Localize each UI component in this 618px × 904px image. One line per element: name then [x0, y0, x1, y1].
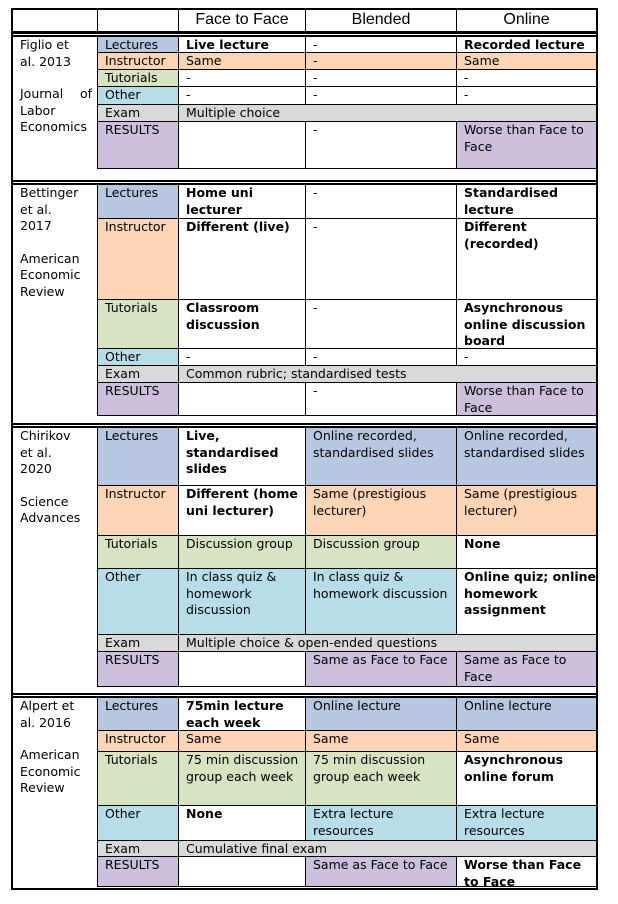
- face-to-face-cell: None: [179, 806, 306, 841]
- blended-cell: Same (prestigious lecturer): [306, 486, 457, 536]
- header-blended: Blended: [306, 10, 457, 32]
- study-authors: Alpert et al. 2016: [20, 698, 75, 730]
- blended-cell: In class quiz & homework discussion: [306, 569, 457, 635]
- online-cell: -: [457, 349, 596, 366]
- exam-cell: Common rubric; standardised tests: [179, 366, 596, 383]
- blended-cell: -: [306, 300, 457, 349]
- online-cell: Recorded lecture: [457, 37, 596, 53]
- online-cell: Same (prestigious lecturer): [457, 486, 596, 536]
- online-cell: Worse than Face to Face: [457, 122, 596, 169]
- online-cell: -: [457, 87, 596, 105]
- online-cell: Worse than Face to Face: [457, 383, 596, 416]
- online-cell: Online lecture: [457, 698, 596, 731]
- comparison-table: [11, 8, 598, 890]
- face-to-face-cell: Live lecture: [179, 37, 306, 53]
- row-label-lectures: Lectures: [98, 185, 179, 219]
- blended-cell: Same as Face to Face: [306, 652, 457, 687]
- online-cell: Asynchronous online forum: [457, 752, 596, 806]
- blended-cell: -: [306, 219, 457, 300]
- face-to-face-cell: Different (live): [179, 219, 306, 300]
- face-to-face-cell: 75 min discussion group each week: [179, 752, 306, 806]
- blended-cell: -: [306, 70, 457, 87]
- study-journal: Journal of Labor Economics: [20, 86, 92, 134]
- face-to-face-cell: Different (home uni lecturer): [179, 486, 306, 536]
- row-label-results: RESULTS: [98, 122, 179, 169]
- header-empty-2: [98, 10, 179, 32]
- face-to-face-cell: Same: [179, 731, 306, 752]
- row-label-other: Other: [98, 349, 179, 366]
- blended-cell: -: [306, 122, 457, 169]
- face-to-face-cell: 75min lecture each week: [179, 698, 306, 731]
- row-label-tutorials: Tutorials: [98, 536, 179, 569]
- online-cell: Different (recorded): [457, 219, 596, 300]
- row-label-lectures: Lectures: [98, 428, 179, 486]
- online-cell: -: [457, 70, 596, 87]
- row-label-results: RESULTS: [98, 383, 179, 416]
- blended-cell: Online lecture: [306, 698, 457, 731]
- row-label-other: Other: [98, 569, 179, 635]
- row-label-exam: Exam: [98, 105, 179, 122]
- face-to-face-cell: Classroom discussion: [179, 300, 306, 349]
- face-to-face-cell: [179, 383, 306, 416]
- face-to-face-cell: -: [179, 349, 306, 366]
- face-to-face-cell: Same: [179, 53, 306, 70]
- row-label-tutorials: Tutorials: [98, 752, 179, 806]
- study-cell: [13, 698, 98, 887]
- online-cell: Standardised lecture: [457, 185, 596, 219]
- study-journal: Science Advances: [20, 493, 81, 525]
- face-to-face-cell: [179, 122, 306, 169]
- study-cell: [13, 428, 98, 687]
- face-to-face-cell: Live, standardised slides: [179, 428, 306, 486]
- exam-cell: Multiple choice & open-ended questions: [179, 635, 596, 652]
- row-label-tutorials: Tutorials: [98, 300, 179, 349]
- blended-cell: Online recorded, standardised slides: [306, 428, 457, 486]
- row-label-exam: Exam: [98, 635, 179, 652]
- header-face-to-face: Face to Face: [179, 10, 306, 32]
- blended-cell: -: [306, 87, 457, 105]
- blended-cell: -: [306, 53, 457, 70]
- row-label-exam: Exam: [98, 841, 179, 857]
- blended-cell: -: [306, 185, 457, 219]
- online-cell: None: [457, 536, 596, 569]
- header-empty-1: [13, 10, 98, 32]
- study-authors: Bettinger et al. 2017: [20, 185, 79, 233]
- online-cell: Worse than Face to Face: [457, 857, 596, 887]
- face-to-face-cell: In class quiz & homework discussion: [179, 569, 306, 635]
- row-label-instructor: Instructor: [98, 219, 179, 300]
- exam-cell: Cumulative final exam: [179, 841, 596, 857]
- row-label-lectures: Lectures: [98, 698, 179, 731]
- face-to-face-cell: Home uni lecturer: [179, 185, 306, 219]
- study-authors: Figlio et al. 2013: [20, 37, 71, 69]
- blended-cell: Same: [306, 731, 457, 752]
- online-cell: Same: [457, 53, 596, 70]
- face-to-face-cell: [179, 652, 306, 687]
- exam-cell: Multiple choice: [179, 105, 596, 122]
- online-cell: Same as Face to Face: [457, 652, 596, 687]
- blended-cell: Extra lecture resources: [306, 806, 457, 841]
- study-cell: [13, 37, 98, 169]
- row-label-instructor: Instructor: [98, 53, 179, 70]
- blended-cell: 75 min discussion group each week: [306, 752, 457, 806]
- row-label-tutorials: Tutorials: [98, 70, 179, 87]
- blended-cell: Same as Face to Face: [306, 857, 457, 887]
- face-to-face-cell: Discussion group: [179, 536, 306, 569]
- online-cell: Online quiz; online homework assignment: [457, 569, 596, 635]
- blended-cell: -: [306, 349, 457, 366]
- header-online: Online: [457, 10, 596, 32]
- study-cell: [13, 185, 98, 416]
- online-cell: Asynchronous online discussion board: [457, 300, 596, 349]
- online-cell: Online recorded, standardised slides: [457, 428, 596, 486]
- online-cell: Extra lecture resources: [457, 806, 596, 841]
- row-label-other: Other: [98, 806, 179, 841]
- face-to-face-cell: -: [179, 87, 306, 105]
- row-label-results: RESULTS: [98, 857, 179, 887]
- study-journal: American Economic Review: [20, 250, 81, 299]
- row-label-results: RESULTS: [98, 652, 179, 687]
- face-to-face-cell: [179, 857, 306, 887]
- study-journal: American Economic Review: [20, 747, 81, 795]
- row-label-other: Other: [98, 87, 179, 105]
- blended-cell: -: [306, 37, 457, 53]
- row-label-instructor: Instructor: [98, 486, 179, 536]
- row-label-lectures: Lectures: [98, 37, 179, 53]
- blended-cell: Discussion group: [306, 536, 457, 569]
- row-label-exam: Exam: [98, 366, 179, 383]
- blended-cell: -: [306, 383, 457, 416]
- online-cell: Same: [457, 731, 596, 752]
- face-to-face-cell: -: [179, 70, 306, 87]
- study-authors: Chirikov et al. 2020: [20, 428, 71, 476]
- row-label-instructor: Instructor: [98, 731, 179, 752]
